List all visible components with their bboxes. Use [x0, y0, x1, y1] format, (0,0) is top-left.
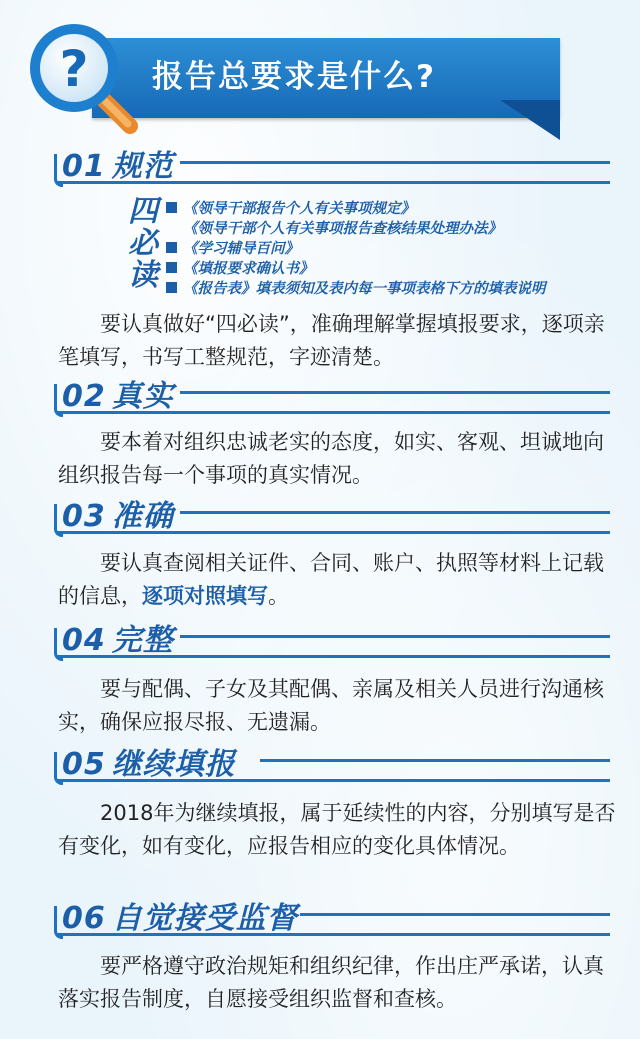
- section-header: [0, 620, 640, 664]
- bullet-square-icon: [166, 262, 177, 273]
- section-text: 要认真查阅相关证件、合同、账户、执照等材料上记载的信息，逐项对照填写。: [58, 551, 604, 608]
- list-item: 《学习辅导百问》: [166, 239, 626, 259]
- section-header: [0, 744, 640, 788]
- section-title-text: 规范: [111, 149, 174, 184]
- section-number: 06: [62, 901, 106, 936]
- section-title-text: 自觉接受监督: [111, 901, 298, 936]
- section-title-text: 继续填报: [111, 747, 236, 782]
- header-line: [260, 759, 610, 762]
- section-number: 05: [62, 747, 106, 782]
- section-text: 要严格遵守政治规矩和组织纪律，作出庄严承诺，认真落实报告制度，自愿接受组织监督和查核。: [58, 954, 604, 1011]
- header-line: [180, 391, 610, 394]
- section-header: [0, 496, 640, 540]
- question-magnifier-icon: [22, 18, 142, 136]
- list-item: 《报告表》填表须知及表内每一事项表格下方的填表说明: [166, 279, 626, 299]
- section-supervision: [0, 898, 640, 942]
- section-number: 01: [62, 149, 106, 184]
- section-complete: [0, 620, 640, 664]
- section-title: [62, 622, 174, 660]
- list-item: 《填报要求确认书》: [166, 259, 626, 279]
- section-number: 02: [62, 379, 106, 414]
- section-title-text: 完整: [111, 623, 174, 658]
- must-read-char: 读: [128, 258, 158, 293]
- section-title: [62, 900, 298, 938]
- bullet-square-icon: [166, 202, 177, 213]
- section-true: [0, 376, 640, 420]
- must-read-list: [166, 199, 626, 299]
- section-title: [62, 498, 174, 536]
- section-title: [62, 746, 236, 784]
- bullet-square-icon: [166, 282, 177, 293]
- section-title: [62, 378, 174, 416]
- section-title: [62, 148, 174, 186]
- section-text: 2018年为继续填报，属于延续性的内容，分别填写是否有变化，如有变化，应报告相应的变化具体情况。: [58, 801, 616, 858]
- section-header: [0, 376, 640, 420]
- section-continue: [0, 744, 640, 788]
- must-read-label: [118, 196, 168, 292]
- list-item: 《领导干部个人有关事项报告查核结果处理办法》: [183, 221, 502, 237]
- bullet-square-icon: [166, 242, 177, 253]
- section-number: 04: [62, 623, 106, 658]
- header-line: [180, 511, 610, 514]
- emphasis-text: 逐项对照填写: [142, 584, 268, 608]
- banner-fold: [500, 100, 560, 140]
- section-accurate: [0, 496, 640, 540]
- header-banner: [0, 0, 640, 150]
- section-text: 要认真做好“四必读”，准确理解掌握填报要求，逐项亲笔填写，书写工整规范，字迹清楚。: [58, 312, 605, 369]
- header-line: [300, 913, 610, 916]
- section-text: 要本着对组织忠诚老实的态度，如实、客观、坦诚地向组织报告每一个事项的真实情况。: [58, 430, 604, 487]
- header-line: [180, 635, 610, 638]
- section-header: [0, 146, 640, 190]
- page-title: 报告总要求是什么?: [152, 59, 436, 95]
- section-header: [0, 898, 640, 942]
- must-read-char: 四: [128, 194, 158, 229]
- must-read-char: 必: [128, 226, 158, 261]
- section-number: 03: [62, 499, 106, 534]
- header-line: [180, 161, 610, 164]
- section-title-text: 真实: [111, 379, 174, 414]
- list-item: 《领导干部报告个人有关事项规定》: [166, 199, 626, 219]
- svg-text:?: ?: [59, 40, 89, 98]
- section-text: 要与配偶、子女及其配偶、亲属及相关人员进行沟通核实，确保应报尽报、无遗漏。: [58, 677, 604, 734]
- section-standard: [0, 146, 640, 190]
- section-title-text: 准确: [111, 499, 174, 534]
